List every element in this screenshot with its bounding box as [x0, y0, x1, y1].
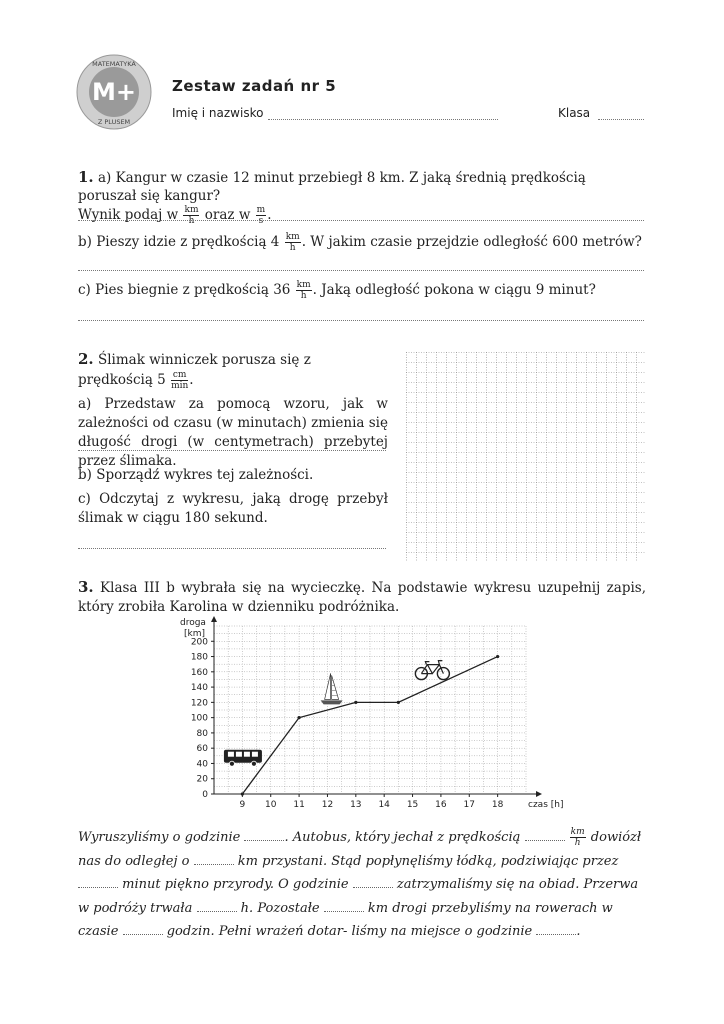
unit-fraction: $\frac{km}{h}$ [184, 205, 199, 226]
unit-fraction: $\frac{cm}{\min}$ [171, 370, 189, 391]
x-tick-label: 12 [321, 800, 334, 810]
y-tick-label: 80 [196, 728, 208, 739]
x-tick-label: 11 [293, 800, 305, 810]
x-tick-label: 15 [406, 800, 419, 810]
x-tick-label: 17 [463, 800, 475, 810]
name-label: Imię i nazwisko [172, 106, 264, 120]
task1-number: 1. [78, 168, 94, 186]
blank-harbour-distance[interactable] [194, 864, 234, 865]
task1-b [78, 232, 646, 253]
x-axis-arrow [536, 791, 542, 797]
task1-b-text2: . W jakim czasie przejdzie odległość 600 metrów? [301, 234, 642, 250]
class-label: Klasa [558, 106, 591, 120]
y-tick-label: 180 [190, 652, 208, 663]
blank-lunch-time[interactable] [353, 887, 393, 888]
task1-c-text: c) Pies biegnie z prędkością 36 [78, 282, 291, 298]
unit-fraction: $\frac{km}{h}$ [570, 827, 585, 848]
task2-number: 2. [78, 350, 94, 368]
logo-mark: M+ [92, 78, 136, 106]
task1-c [78, 280, 646, 301]
x-tick-label: 9 [239, 800, 246, 810]
x-tick-label: 10 [265, 800, 277, 810]
unit-fraction: $\frac{m}{s}$ [256, 205, 266, 226]
answer-line-2c[interactable] [78, 548, 386, 549]
data-point [397, 701, 400, 704]
y-axis-unit: [km] [184, 629, 206, 639]
answer-line-1a[interactable] [78, 220, 644, 221]
answer-line-1b[interactable] [78, 270, 644, 271]
data-point [496, 655, 499, 658]
y-tick-label: 100 [190, 713, 208, 724]
page-title: Zestaw zadań nr 5 [172, 77, 337, 95]
bicycle-icon [415, 661, 449, 680]
task3-text: Klasa III b wybrała się na wycieczkę. Na podstawie wykresu uzupełnij zapis, który zrobiła Karolina w dzienniku podróżnika. [78, 580, 647, 615]
graph-paper[interactable] [406, 352, 646, 562]
x-axis-label: czas [h] [528, 800, 564, 810]
logo [76, 54, 152, 130]
logo-top-text: MATEMATYKA [92, 60, 136, 68]
task1-a-text: a) Kangur w czasie 12 minut przebiegł 8 km. Z jaką średnią prędkością poruszał się kangur? [78, 170, 586, 204]
x-tick-label: 13 [350, 800, 362, 810]
task1-b-text: b) Pieszy idzie z prędkością 4 [78, 234, 280, 250]
blank-break-duration[interactable] [197, 911, 237, 912]
task1-a-text3: oraz w [204, 207, 251, 223]
y-tick-label: 40 [196, 759, 208, 770]
y-tick-label: 200 [190, 637, 208, 648]
y-tick-label: 140 [190, 683, 208, 694]
answer-line-1c[interactable] [78, 320, 644, 321]
blank-bus-speed[interactable] [525, 840, 565, 841]
data-point [297, 716, 300, 719]
task1-a-text2: Wynik podaj w [78, 207, 179, 223]
y-tick-label: 0 [202, 790, 208, 800]
task3 [78, 578, 646, 617]
y-tick-label: 60 [196, 744, 208, 755]
x-tick-label: 18 [491, 800, 504, 810]
blank-boat-minutes[interactable] [78, 887, 118, 888]
unit-fraction: $\frac{km}{h}$ [296, 280, 311, 301]
class-field[interactable] [598, 109, 644, 120]
y-axis-label: droga [180, 618, 206, 628]
x-tick-label: 16 [435, 800, 447, 810]
task1: 1. a) Kangur w czasie 12 minut przebiegł 8 km. Z jaką średnią prędkością poruszał się kangur? Wynik podaj w $\frac{km}{h}$ oraz w $\frac{m}{s}$ . [78, 168, 586, 226]
name-field[interactable] [268, 109, 498, 120]
y-tick-label: 120 [190, 698, 208, 709]
x-tick-label: 14 [378, 800, 390, 810]
blank-bike-distance[interactable] [324, 911, 364, 912]
task2-intro: Ślimak winniczek porusza się z prędkością 5 [78, 352, 311, 388]
bus-icon [224, 750, 262, 767]
trip-chart [170, 616, 564, 816]
data-point [241, 792, 244, 795]
y-tick-label: 160 [190, 667, 208, 678]
blank-arrival-time[interactable] [536, 934, 576, 935]
y-axis-arrow [211, 616, 217, 622]
blank-bike-hours[interactable] [123, 934, 163, 935]
logo-bottom-text: Z PLUSEM [97, 118, 131, 126]
data-point [354, 701, 357, 704]
task2-a-text: a) Przedstaw za pomocą wzoru, jak w zależności od czasu (w minutach) zmienia się długość drogi (w centymetrach) przebytej przez ślimaka. [78, 396, 388, 469]
unit-fraction: $\frac{km}{h}$ [285, 232, 300, 253]
sailboat-icon [321, 673, 343, 704]
y-tick-label: 20 [196, 774, 208, 785]
task2: 2. Ślimak winniczek porusza się z prędkością 5 $\frac{cm}{\min}$ . a) Przedstaw za pomocą wzoru, jak w zależności od czasu (w minutach) zmienia się długość drogi (w centymetrach) przebytej przez ślimaka. [78, 350, 388, 469]
task1-c-text2: . Jaką odległość pokona w ciągu 9 minut? [312, 282, 596, 298]
task2-b-text: b) Sporządź wykres tej zależności. [78, 467, 314, 483]
task3-number: 3. [78, 578, 94, 596]
task2-c-text: c) Odczytaj z wykresu, jaką drogę przebył ślimak w ciągu 180 sekund. [78, 491, 388, 526]
diary-text: Wyruszyliśmy o godzinie . Autobus, który jechał z prędkością $\frac{km}{h}$ dowiózł nas do odległej o km przystani. Stąd popłynęliśmy łódką, podziwiając przez minut piękno przyrody. O godzinie zatrzymaliśmy się na obiad. Przerwa w podróży trwała h. Pozostałe km drogi przebyliśmy na rowerach w czasie godzin. Pełni wrażeń dotar- liśmy na miejsce o godzinie . [78, 827, 642, 939]
answer-line-2a[interactable] [78, 450, 386, 451]
blank-start-time[interactable] [244, 840, 284, 841]
